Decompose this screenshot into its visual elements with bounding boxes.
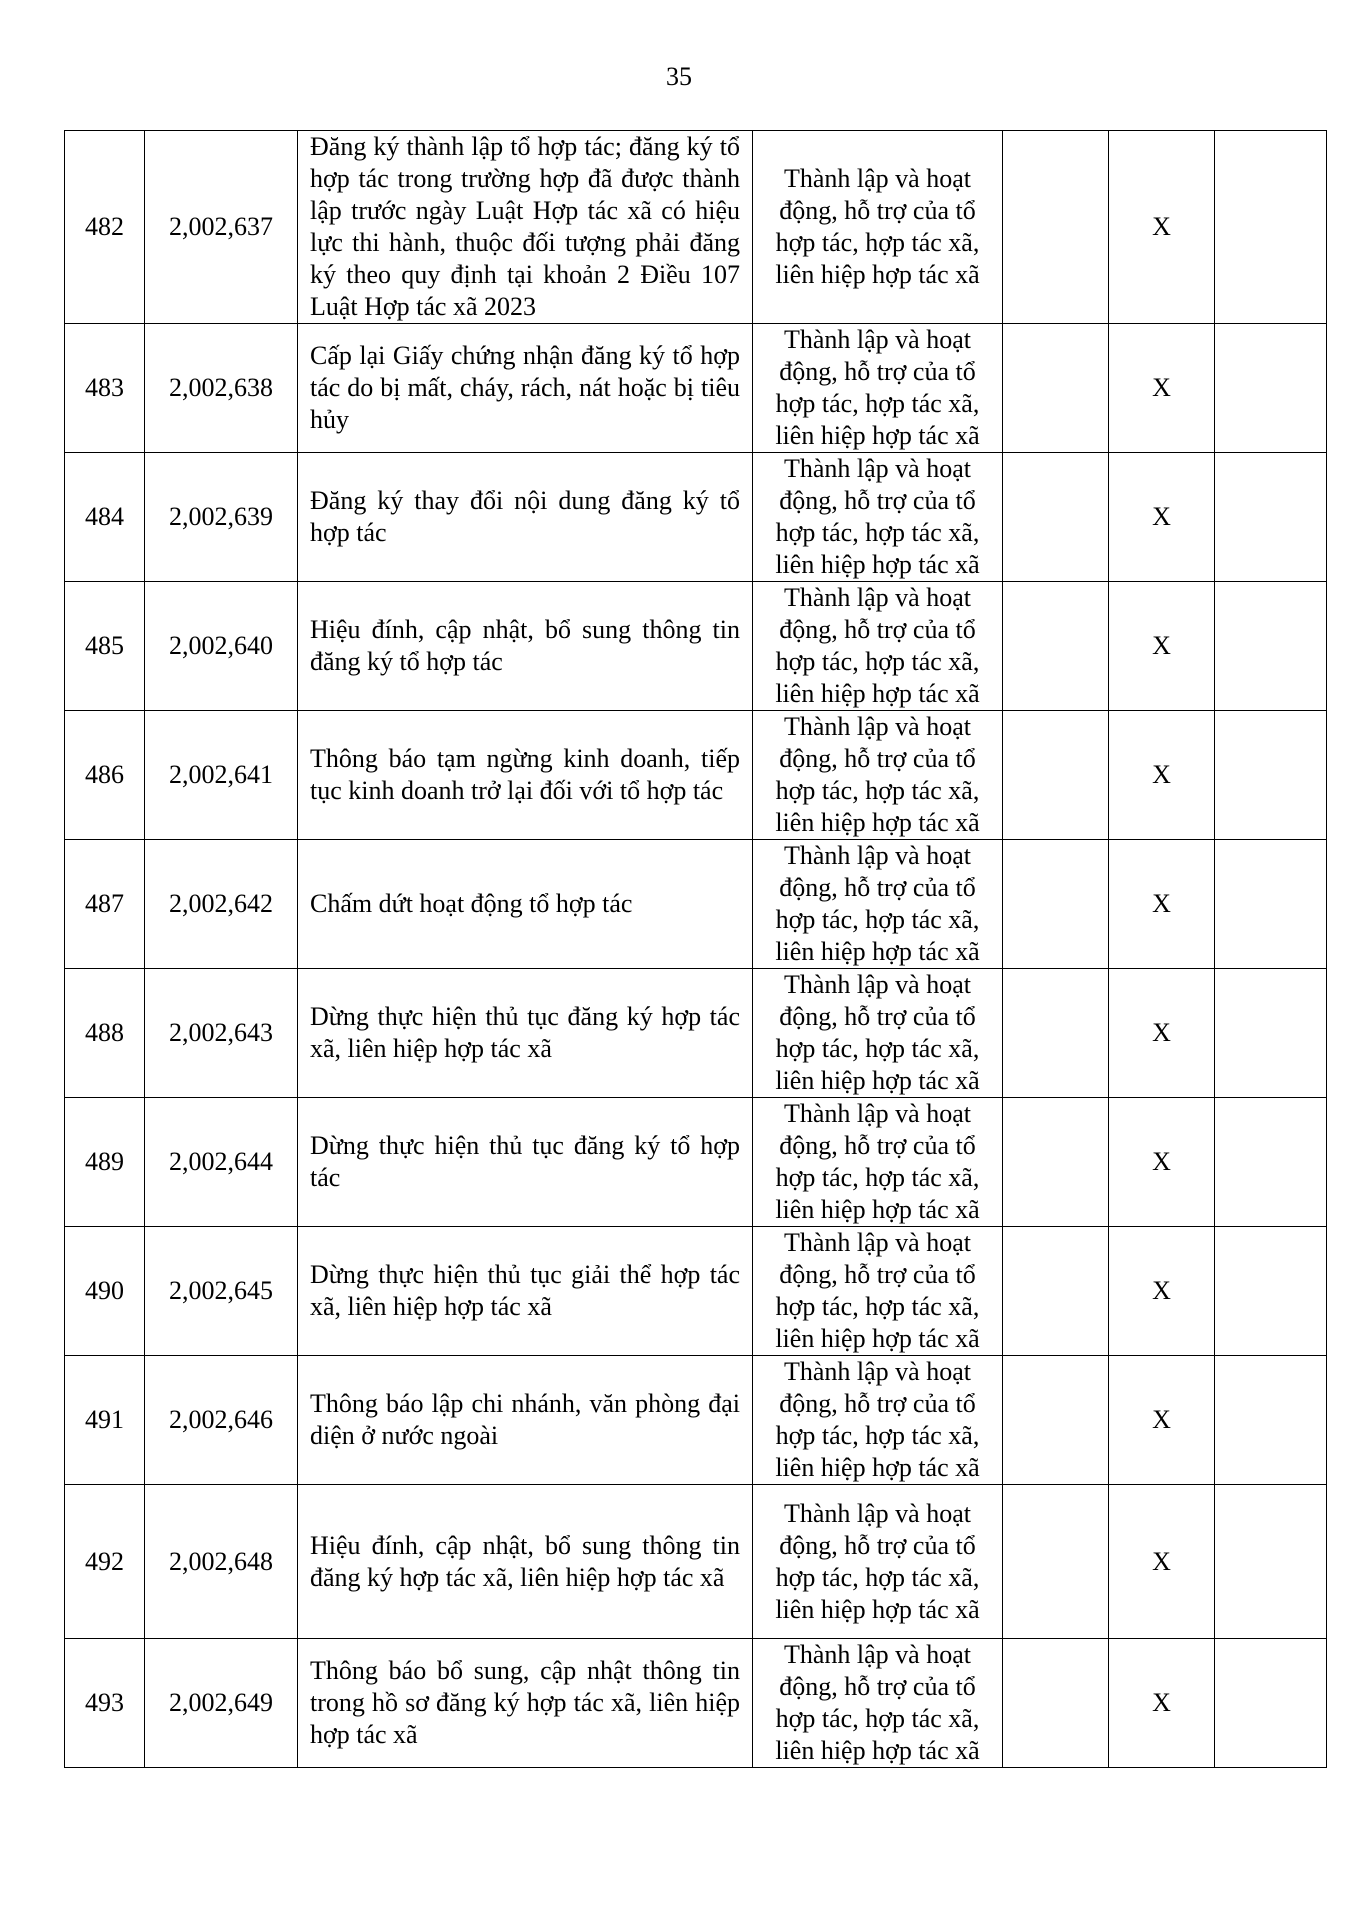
procedure-code: 2,002,640 [145, 582, 298, 711]
empty-cell [1215, 453, 1327, 582]
procedure-field: Thành lập và hoạt động, hỗ trợ của tổ hợp tác, hợp tác xã, liên hiệp hợp tác xã [753, 1098, 1003, 1227]
procedure-name: Thông báo tạm ngừng kinh doanh, tiếp tục kinh doanh trở lại đối với tổ hợp tác [298, 711, 753, 840]
procedure-field: Thành lập và hoạt động, hỗ trợ của tổ hợp tác, hợp tác xã, liên hiệp hợp tác xã [753, 324, 1003, 453]
procedure-name: Hiệu đính, cập nhật, bổ sung thông tin đăng ký tổ hợp tác [298, 582, 753, 711]
level-mark: X [1109, 582, 1215, 711]
empty-cell [1003, 1356, 1109, 1485]
level-mark: X [1109, 1639, 1215, 1768]
level-mark: X [1109, 453, 1215, 582]
empty-cell [1003, 582, 1109, 711]
empty-cell [1215, 1485, 1327, 1639]
empty-cell [1003, 131, 1109, 324]
procedure-code: 2,002,642 [145, 840, 298, 969]
procedure-name: Thông báo bổ sung, cập nhật thông tin trong hồ sơ đăng ký hợp tác xã, liên hiệp hợp tác xã [298, 1639, 753, 1768]
row-number: 486 [65, 711, 145, 840]
level-mark: X [1109, 1227, 1215, 1356]
procedure-field: Thành lập và hoạt động, hỗ trợ của tổ hợp tác, hợp tác xã, liên hiệp hợp tác xã [753, 582, 1003, 711]
procedure-field: Thành lập và hoạt động, hỗ trợ của tổ hợp tác, hợp tác xã, liên hiệp hợp tác xã [753, 453, 1003, 582]
table-row [65, 131, 1327, 324]
empty-cell [1215, 840, 1327, 969]
table-row [65, 1485, 1327, 1639]
empty-cell [1003, 969, 1109, 1098]
procedure-code: 2,002,648 [145, 1485, 298, 1639]
procedure-code: 2,002,639 [145, 453, 298, 582]
empty-cell [1215, 1639, 1327, 1768]
table-row [65, 324, 1327, 453]
level-mark: X [1109, 1485, 1215, 1639]
procedure-code: 2,002,638 [145, 324, 298, 453]
table-row [65, 969, 1327, 1098]
procedure-field: Thành lập và hoạt động, hỗ trợ của tổ hợp tác, hợp tác xã, liên hiệp hợp tác xã [753, 840, 1003, 969]
empty-cell [1003, 711, 1109, 840]
procedure-name: Chấm dứt hoạt động tổ hợp tác [298, 840, 753, 969]
procedure-name: Dừng thực hiện thủ tục đăng ký tổ hợp tác [298, 1098, 753, 1227]
level-mark: X [1109, 840, 1215, 969]
procedure-field: Thành lập và hoạt động, hỗ trợ của tổ hợp tác, hợp tác xã, liên hiệp hợp tác xã [753, 1485, 1003, 1639]
procedure-field: Thành lập và hoạt động, hỗ trợ của tổ hợp tác, hợp tác xã, liên hiệp hợp tác xã [753, 131, 1003, 324]
procedure-code: 2,002,649 [145, 1639, 298, 1768]
procedure-code: 2,002,645 [145, 1227, 298, 1356]
procedure-name: Thông báo lập chi nhánh, văn phòng đại diện ở nước ngoài [298, 1356, 753, 1485]
procedure-field: Thành lập và hoạt động, hỗ trợ của tổ hợp tác, hợp tác xã, liên hiệp hợp tác xã [753, 1639, 1003, 1768]
row-number: 490 [65, 1227, 145, 1356]
empty-cell [1003, 453, 1109, 582]
empty-cell [1003, 1098, 1109, 1227]
empty-cell [1215, 1356, 1327, 1485]
row-number: 483 [65, 324, 145, 453]
procedure-name: Hiệu đính, cập nhật, bổ sung thông tin đăng ký hợp tác xã, liên hiệp hợp tác xã [298, 1485, 753, 1639]
empty-cell [1215, 324, 1327, 453]
table-row [65, 711, 1327, 840]
table-row [65, 1639, 1327, 1768]
procedure-code: 2,002,637 [145, 131, 298, 324]
procedure-name: Đăng ký thành lập tổ hợp tác; đăng ký tổ hợp tác trong trường hợp đã được thành lập trước ngày Luật Hợp tác xã có hiệu lực thi hành, thuộc đối tượng phải đăng ký theo quy định tại khoản 2 Điều 107 Luật Hợp tác xã 2023 [298, 131, 753, 324]
procedure-name: Cấp lại Giấy chứng nhận đăng ký tổ hợp tác do bị mất, cháy, rách, nát hoặc bị tiêu hủy [298, 324, 753, 453]
row-number: 492 [65, 1485, 145, 1639]
procedure-code: 2,002,646 [145, 1356, 298, 1485]
procedure-name: Dừng thực hiện thủ tục giải thể hợp tác xã, liên hiệp hợp tác xã [298, 1227, 753, 1356]
procedure-field: Thành lập và hoạt động, hỗ trợ của tổ hợp tác, hợp tác xã, liên hiệp hợp tác xã [753, 711, 1003, 840]
row-number: 493 [65, 1639, 145, 1768]
procedure-code: 2,002,641 [145, 711, 298, 840]
empty-cell [1215, 1227, 1327, 1356]
procedure-code: 2,002,643 [145, 969, 298, 1098]
empty-cell [1215, 1098, 1327, 1227]
level-mark: X [1109, 969, 1215, 1098]
level-mark: X [1109, 324, 1215, 453]
row-number: 487 [65, 840, 145, 969]
empty-cell [1003, 1639, 1109, 1768]
table-row [65, 453, 1327, 582]
row-number: 484 [65, 453, 145, 582]
empty-cell [1215, 711, 1327, 840]
procedure-field: Thành lập và hoạt động, hỗ trợ của tổ hợp tác, hợp tác xã, liên hiệp hợp tác xã [753, 969, 1003, 1098]
empty-cell [1215, 969, 1327, 1098]
level-mark: X [1109, 131, 1215, 324]
level-mark: X [1109, 1356, 1215, 1485]
empty-cell [1215, 582, 1327, 711]
empty-cell [1003, 1227, 1109, 1356]
row-number: 485 [65, 582, 145, 711]
row-number: 489 [65, 1098, 145, 1227]
empty-cell [1003, 1485, 1109, 1639]
table-row [65, 840, 1327, 969]
row-number: 488 [65, 969, 145, 1098]
table-row [65, 582, 1327, 711]
procedure-name: Đăng ký thay đổi nội dung đăng ký tổ hợp tác [298, 453, 753, 582]
row-number: 482 [65, 131, 145, 324]
procedure-field: Thành lập và hoạt động, hỗ trợ của tổ hợp tác, hợp tác xã, liên hiệp hợp tác xã [753, 1356, 1003, 1485]
procedure-name: Dừng thực hiện thủ tục đăng ký hợp tác xã, liên hiệp hợp tác xã [298, 969, 753, 1098]
level-mark: X [1109, 1098, 1215, 1227]
table-row [65, 1356, 1327, 1485]
empty-cell [1003, 324, 1109, 453]
table-row [65, 1227, 1327, 1356]
empty-cell [1003, 840, 1109, 969]
page-number: 35 [666, 62, 692, 91]
procedure-field: Thành lập và hoạt động, hỗ trợ của tổ hợp tác, hợp tác xã, liên hiệp hợp tác xã [753, 1227, 1003, 1356]
table-row [65, 1098, 1327, 1227]
procedure-code: 2,002,644 [145, 1098, 298, 1227]
empty-cell [1215, 131, 1327, 324]
row-number: 491 [65, 1356, 145, 1485]
level-mark: X [1109, 711, 1215, 840]
procedure-table [64, 130, 1327, 1768]
